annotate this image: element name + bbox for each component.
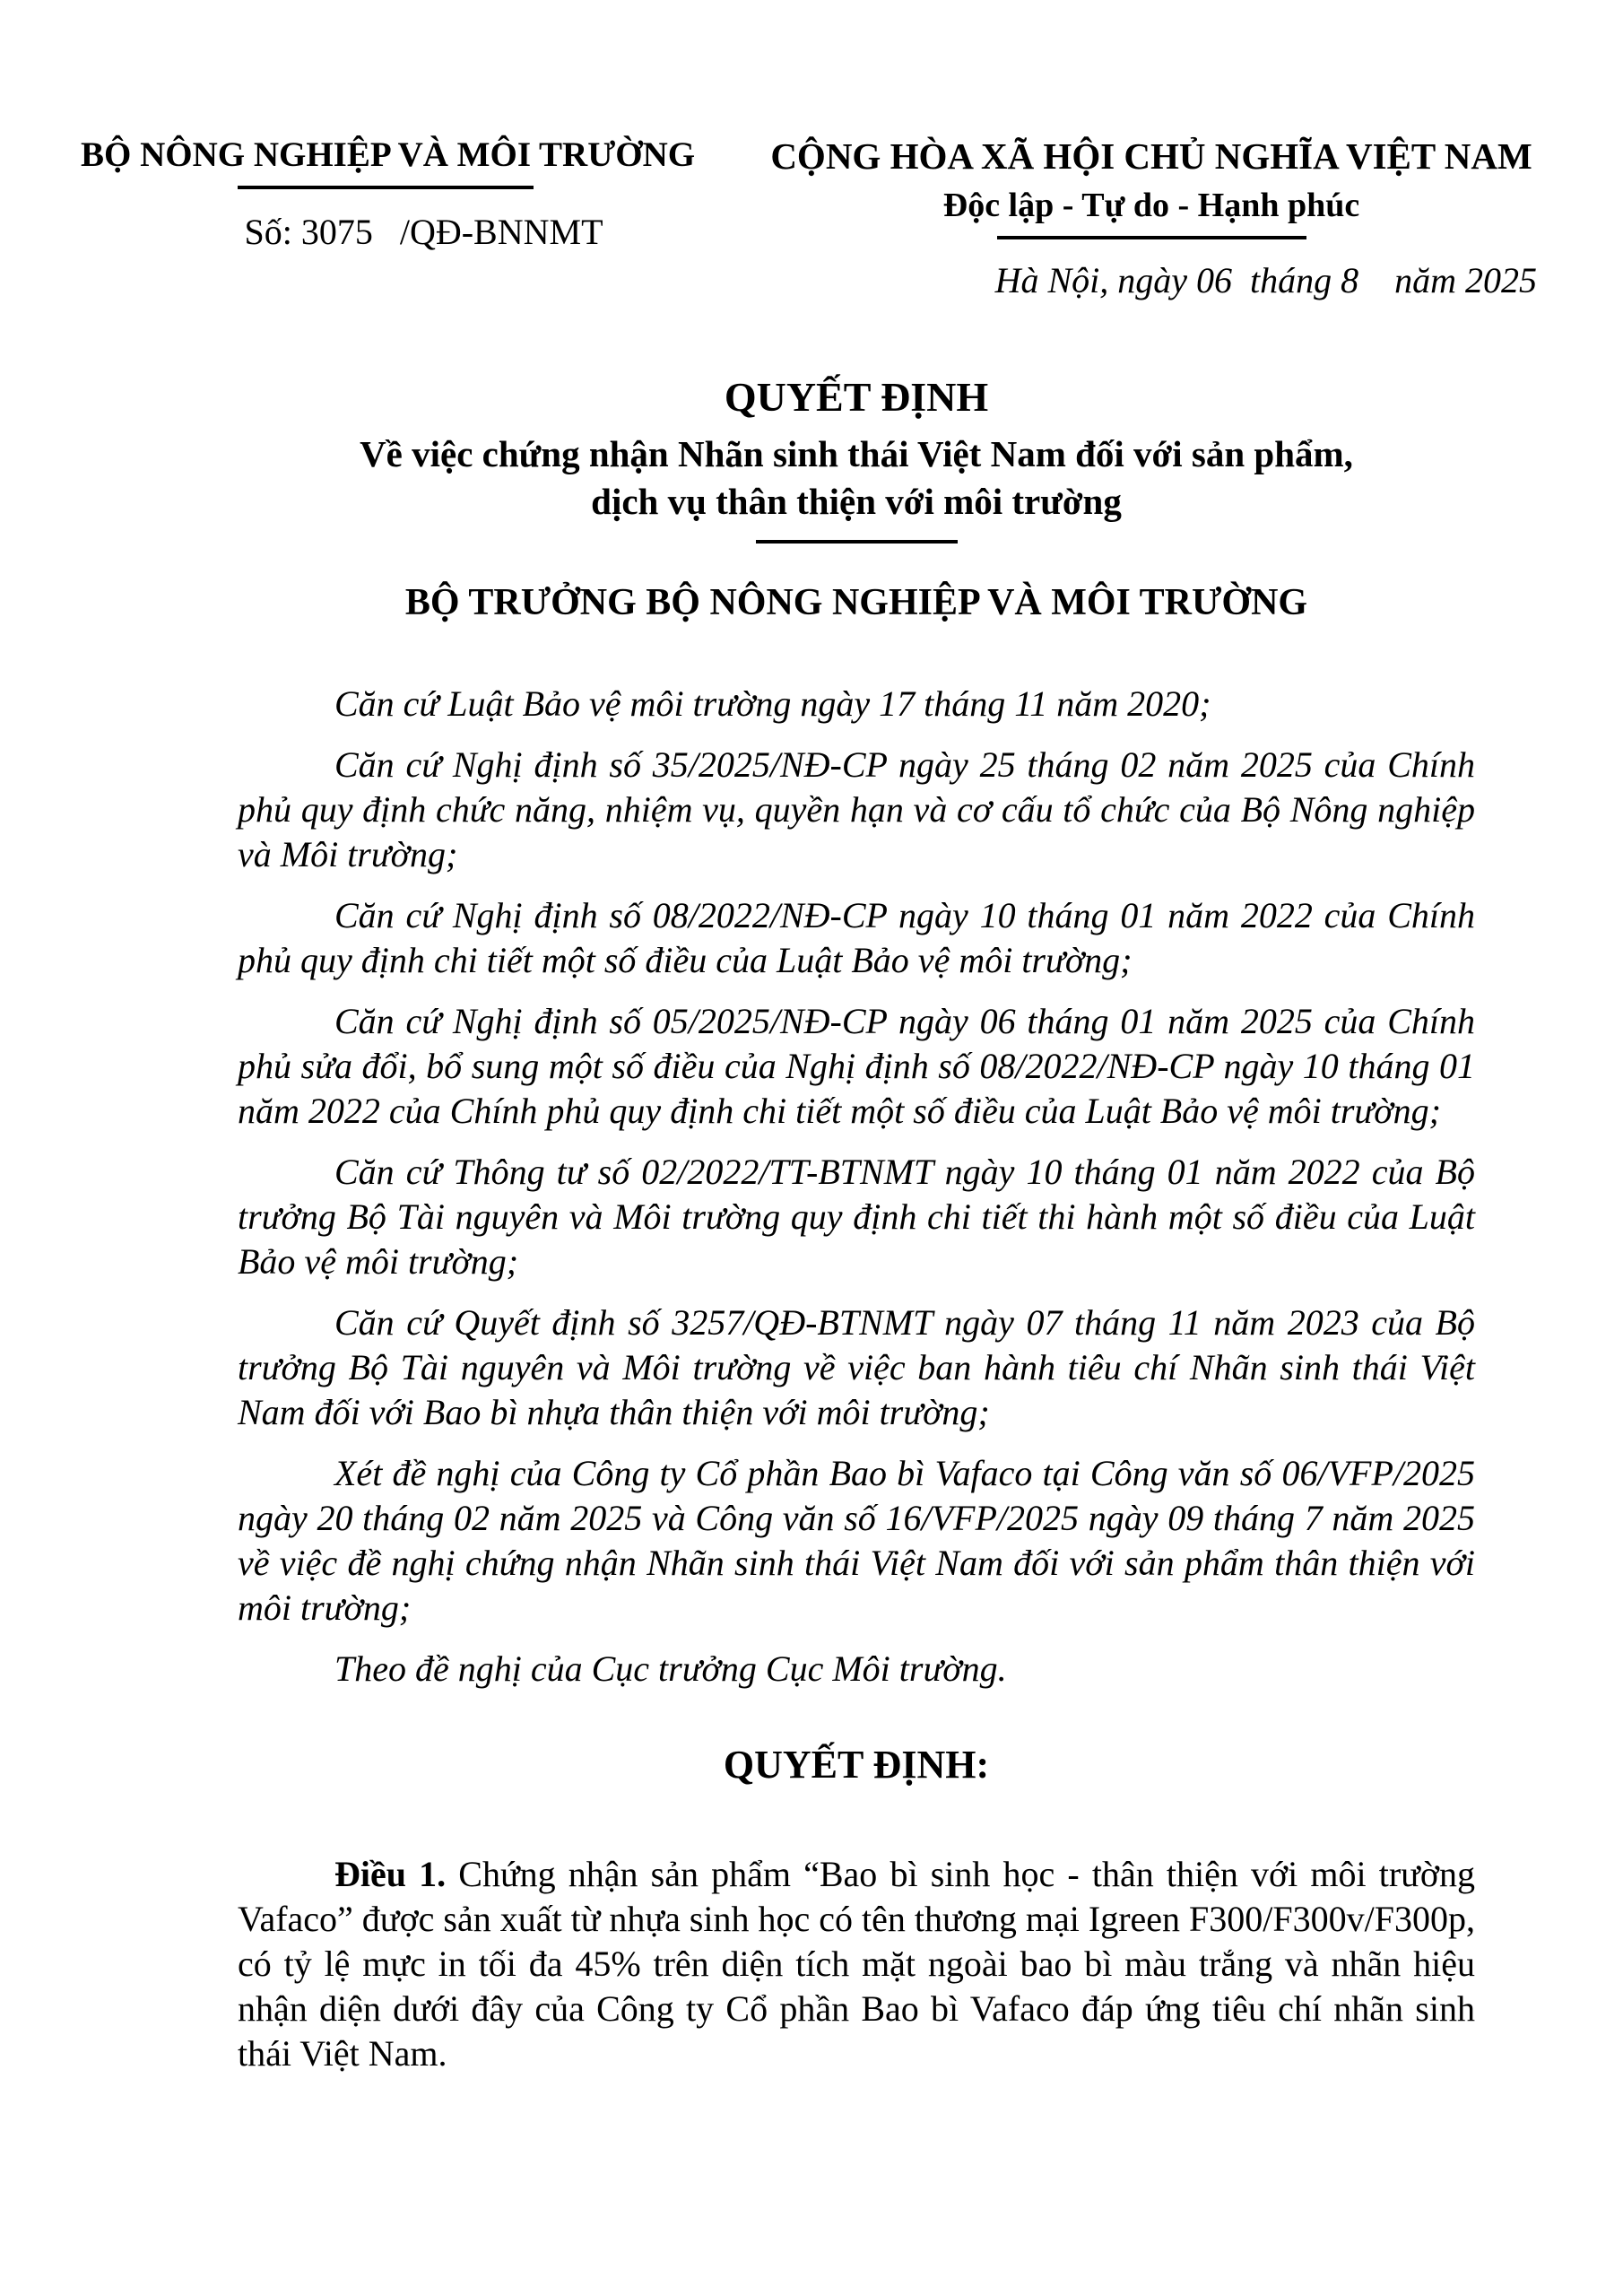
article-1	[238, 1852, 1475, 2076]
article-1-label: Điều 1.	[334, 1854, 447, 1895]
decision-title: QUYẾT ĐỊNH	[724, 373, 989, 420]
recital-2: Căn cứ Nghị định số 35/2025/NĐ-CP ngày 25 tháng 02 năm 2025 của Chính phủ quy định chức năng, nhiệm vụ, quyền hạn và cơ cấu tổ chức của Bộ Nông nghiệp và Môi trường;	[238, 744, 1475, 875]
decision-subtitle	[238, 430, 1475, 526]
title-block	[238, 375, 1475, 544]
recital-5: Căn cứ Thông tư số 02/2022/TT-BTNMT ngày 10 tháng 01 năm 2022 của Bộ trưởng Bộ Tài nguyên và Môi trường quy định chi tiết thi hành một số điều của Luật Bảo vệ môi trường;	[238, 1152, 1475, 1283]
national-header-block	[766, 135, 1537, 301]
issuing-authority: BỘ TRƯỞNG BỘ NÔNG NGHIỆP VÀ MÔI TRƯỜNG	[404, 582, 1308, 624]
decision-heading: QUYẾT ĐỊNH:	[723, 1743, 990, 1787]
subtitle-divider	[756, 540, 958, 544]
national-title: CỘNG HÒA XÃ HỘI CHỦ NGHĨA VIỆT NAM	[770, 135, 1532, 177]
document-body	[0, 375, 1623, 2077]
recital-4: Căn cứ Nghị định số 05/2025/NĐ-CP ngày 06 tháng 01 năm 2025 của Chính phủ sửa đổi, bổ sung một số điều của Nghị định số 08/2022/NĐ-CP ngày 10 tháng 01 năm 2022 của Chính phủ quy định chi tiết một số điều của Luật Bảo vệ môi trường;	[238, 1001, 1475, 1132]
issuing-org-name: BỘ NÔNG NGHIỆP VÀ MÔI TRƯỜNG	[81, 135, 696, 174]
issuing-org-block	[81, 135, 696, 253]
recital-6: Căn cứ Quyết định số 3257/QĐ-BTNMT ngày 07 tháng 11 năm 2023 của Bộ trưởng Bộ Tài nguyên và Môi trường về việc ban hành tiêu chí Nhãn sinh thái Việt Nam đối với Bao bì nhựa thân thiện với môi trường;	[238, 1302, 1475, 1433]
document-number: Số: 3075 /QĐ-BNNMT	[244, 211, 603, 252]
recital-8: Theo đề nghị của Cục trưởng Cục Môi trường.	[334, 1648, 1007, 1690]
article-1-text: Chứng nhận sản phẩm “Bao bì sinh học - thân thiện với môi trường Vafaco” được sản xuất từ nhựa sinh học có tên thương mại Igreen F300/F300v/F300p, có tỷ lệ mực in tối đa 45% trên diện tích mặt ngoài bao bì màu trắng và nhãn hiệu nhận diện dưới đây của Công ty Cổ phần Bao bì Vafaco đáp ứng tiêu chí nhãn sinh thái Việt Nam.	[238, 1854, 1476, 2074]
recital-3: Căn cứ Nghị định số 08/2022/NĐ-CP ngày 10 tháng 01 năm 2022 của Chính phủ quy định chi tiết một số điều của Luật Bảo vệ môi trường;	[238, 895, 1475, 981]
recital-1: Căn cứ Luật Bảo vệ môi trường ngày 17 tháng 11 năm 2020;	[334, 683, 1211, 725]
national-motto: Độc lập - Tự do - Hạnh phúc	[942, 187, 1360, 225]
document-header	[0, 135, 1623, 301]
place-and-date: Hà Nội, ngày 06 tháng 8 năm 2025	[994, 259, 1537, 300]
preamble	[238, 682, 1475, 1692]
motto-underline	[997, 236, 1306, 239]
decision-subtitle-line-2: dịch vụ thân thiện với môi trường	[591, 481, 1122, 523]
recital-7: Xét đề nghị của Công ty Cổ phần Bao bì Vafaco tại Công văn số 06/VFP/2025 ngày 20 tháng 02 năm 2025 và Công văn số 16/VFP/2025 ngày 09 tháng 7 năm 2025 về việc đề nghị chứng nhận Nhãn sinh thái Việt Nam đối với sản phẩm thân thiện với môi trường;	[238, 1453, 1475, 1629]
decision-subtitle-line-1: Về việc chứng nhận Nhãn sinh thái Việt Nam đối với sản phẩm,	[360, 433, 1353, 475]
org-underline	[238, 186, 534, 189]
